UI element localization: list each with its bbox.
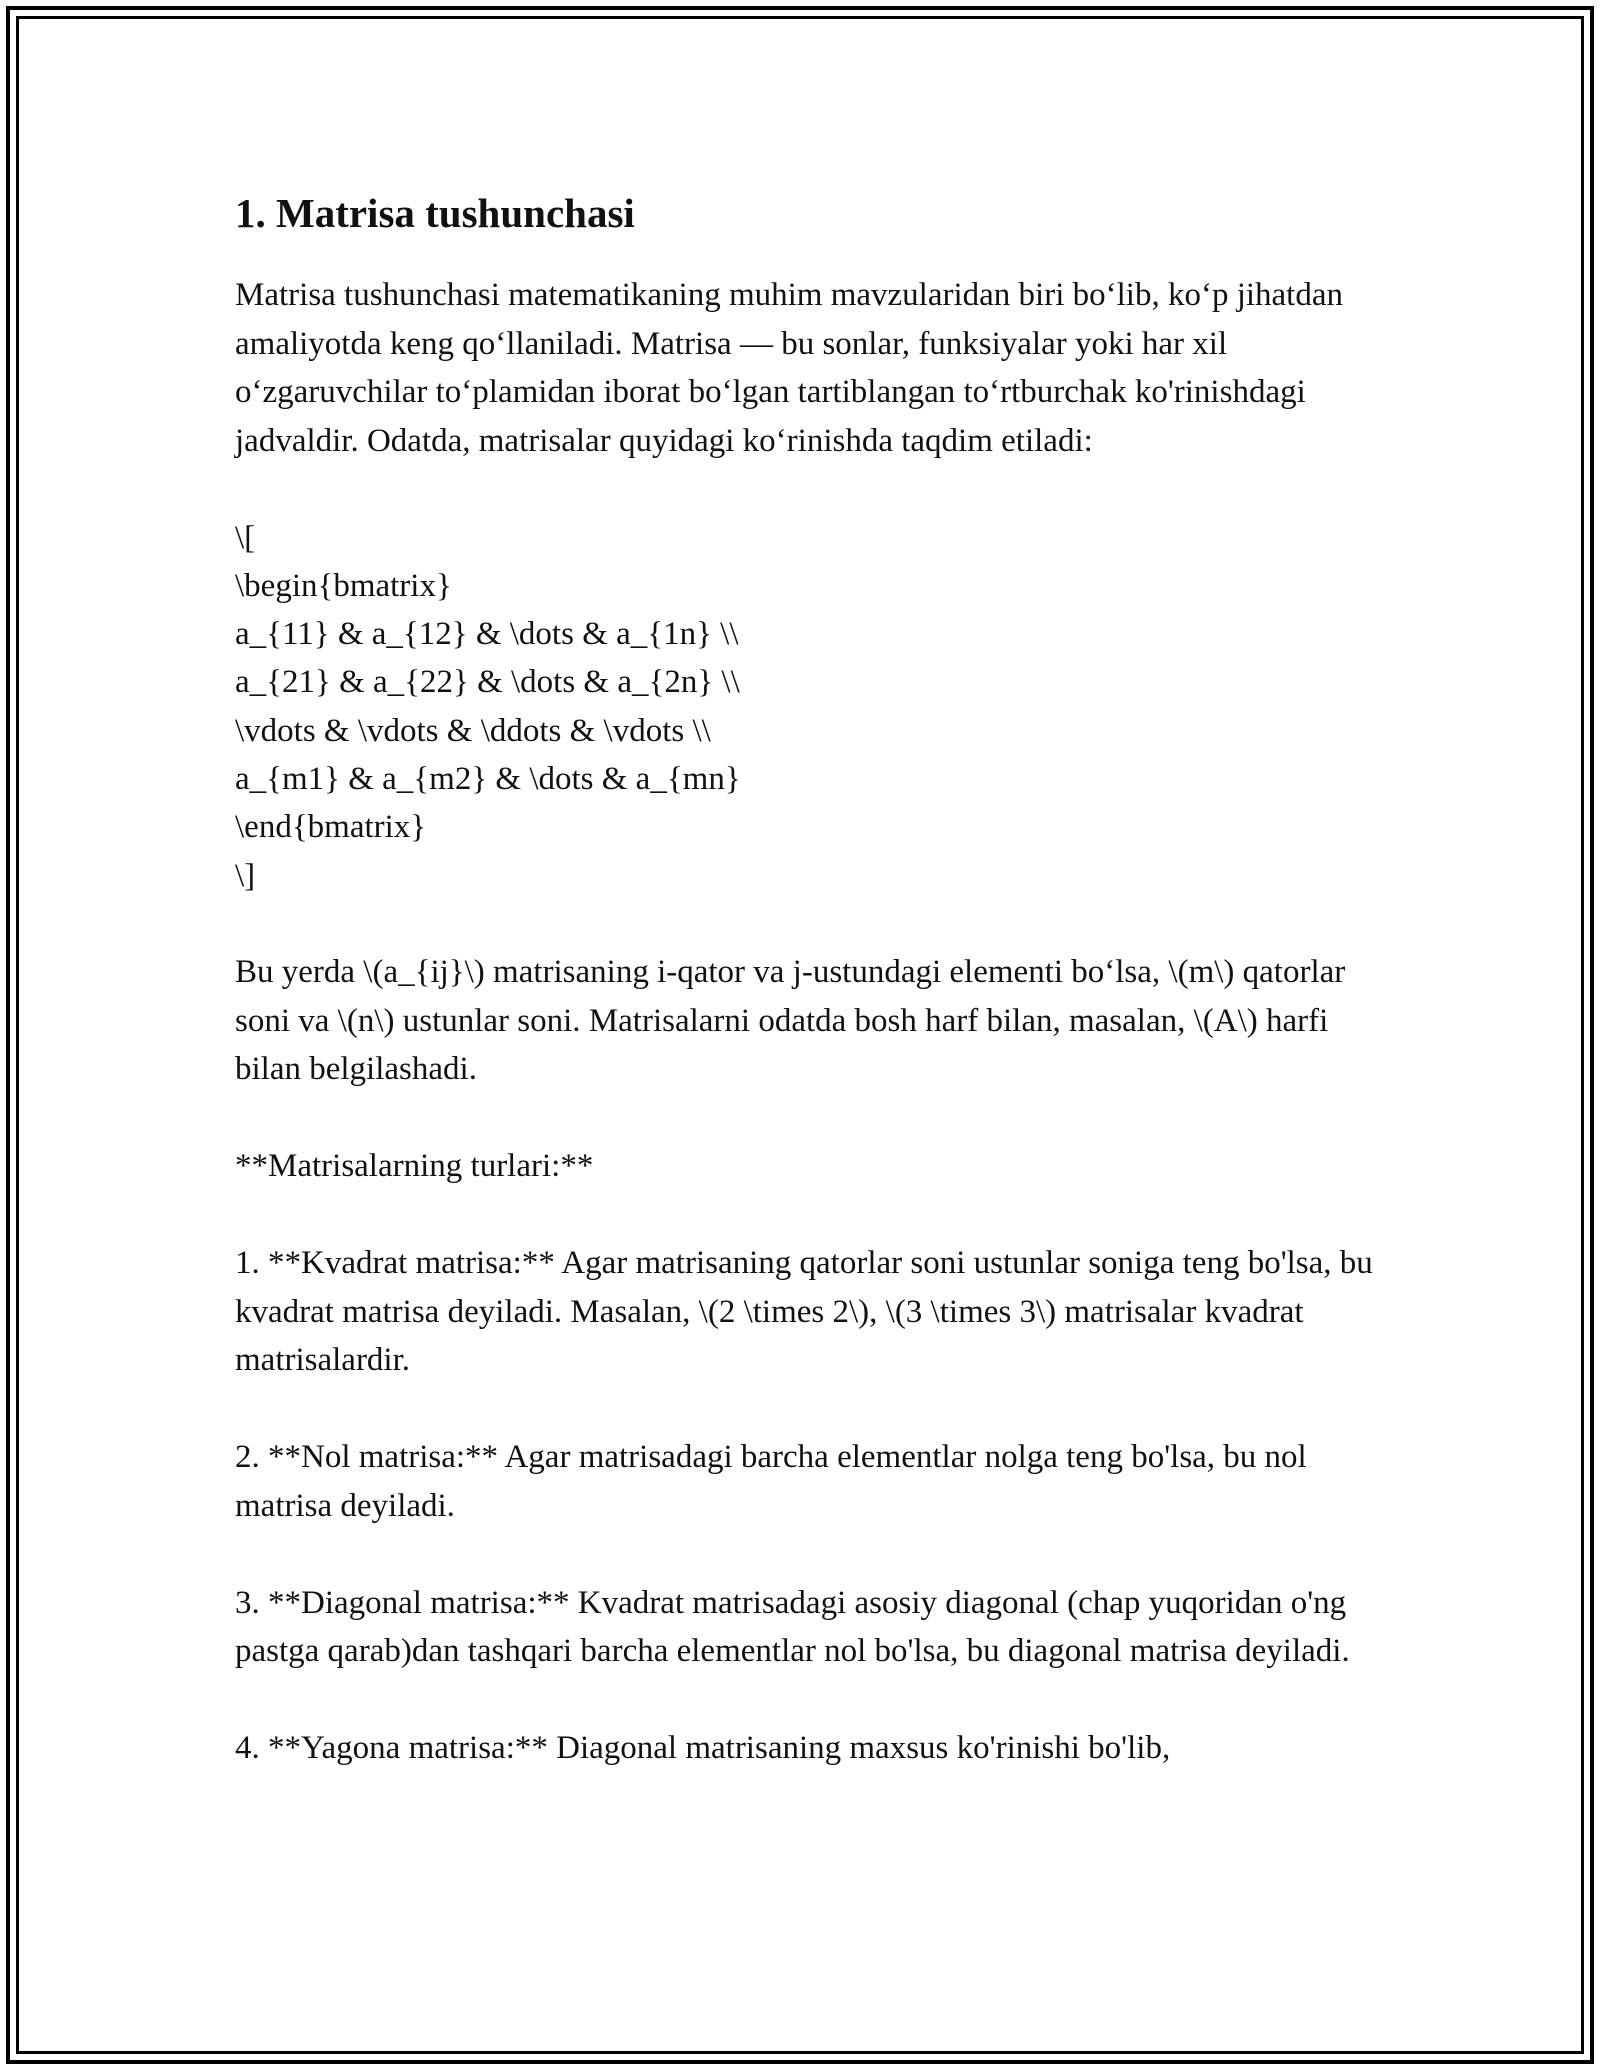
- latex-line: \vdots & \vdots & \ddots & \vdots \\: [235, 712, 711, 749]
- spacer: [235, 1094, 1375, 1143]
- document-page: [235, 186, 1375, 1773]
- latex-line: \end{bmatrix}: [235, 809, 427, 846]
- explanation-paragraph: Bu yerda \(a_{ij}\) matrisaning i-qator va j-ustundagi elementi bo‘lsa, \(m\) qatorlar soni va \(n\) ustunlar soni. Matrisalarni odatda bosh harf bilan, masalan, \(A\) harfi bilan belgilashadi.: [235, 954, 1346, 1088]
- section-title: 1. Matrisa tushunchasi: [235, 190, 635, 236]
- spacer: [235, 900, 1375, 949]
- list-item-yagona: 4. **Yagona matrisa:** Diagonal matrisaning maxsus ko'rinishi bo'lib,: [235, 1730, 1171, 1767]
- types-heading: **Matrisalarning turlari:**: [235, 1148, 594, 1185]
- spacer: [235, 465, 1375, 514]
- list-item-diagonal: 3. **Diagonal matrisa:** Kvadrat matrisadagi asosiy diagonal (chap yuqoridan o'ng pastga qarab)dan tashqari barcha elementlar nol bo'lsa, bu diagonal matrisa deyiladi.: [235, 1584, 1350, 1670]
- latex-line: \begin{bmatrix}: [235, 567, 452, 604]
- spacer: [235, 1191, 1375, 1240]
- latex-matrix-block: [235, 514, 1375, 900]
- latex-line: \]: [235, 857, 256, 894]
- spacer: [235, 1385, 1375, 1434]
- spacer: [235, 1676, 1375, 1725]
- latex-line: a_{m1} & a_{m2} & \dots & a_{mn}: [235, 760, 741, 797]
- intro-paragraph: Matrisa tushunchasi matematikaning muhim mavzularidan biri bo‘lib, ko‘p jihatdan amaliyotda keng qo‘llaniladi. Matrisa — bu sonlar, funksiyalar yoki har xil o‘zgaruvchilar to‘plamidan iborat bo‘lgan tartiblangan to‘rtburchak ko'rinishdagi jadvaldir. Odatda, matrisalar quyidagi ko‘rinishda taqdim etiladi:: [235, 277, 1343, 459]
- latex-line: a_{21} & a_{22} & \dots & a_{2n} \\: [235, 664, 740, 701]
- latex-line: a_{11} & a_{12} & \dots & a_{1n} \\: [235, 616, 739, 653]
- spacer: [235, 1530, 1375, 1579]
- list-item-kvadrat: 1. **Kvadrat matrisa:** Agar matrisaning qatorlar soni ustunlar soniga teng bo'lsa, bu kvadrat matrisa deyiladi. Masalan, \(2 \times 2\), \(3 \times 3\) matrisalar kvadrat matrisalardir.: [235, 1245, 1373, 1379]
- latex-line: \[: [235, 519, 256, 556]
- list-item-nol: 2. **Nol matrisa:** Agar matrisadagi barcha elementlar nolga teng bo'lsa, bu nol matrisa deyiladi.: [235, 1439, 1307, 1524]
